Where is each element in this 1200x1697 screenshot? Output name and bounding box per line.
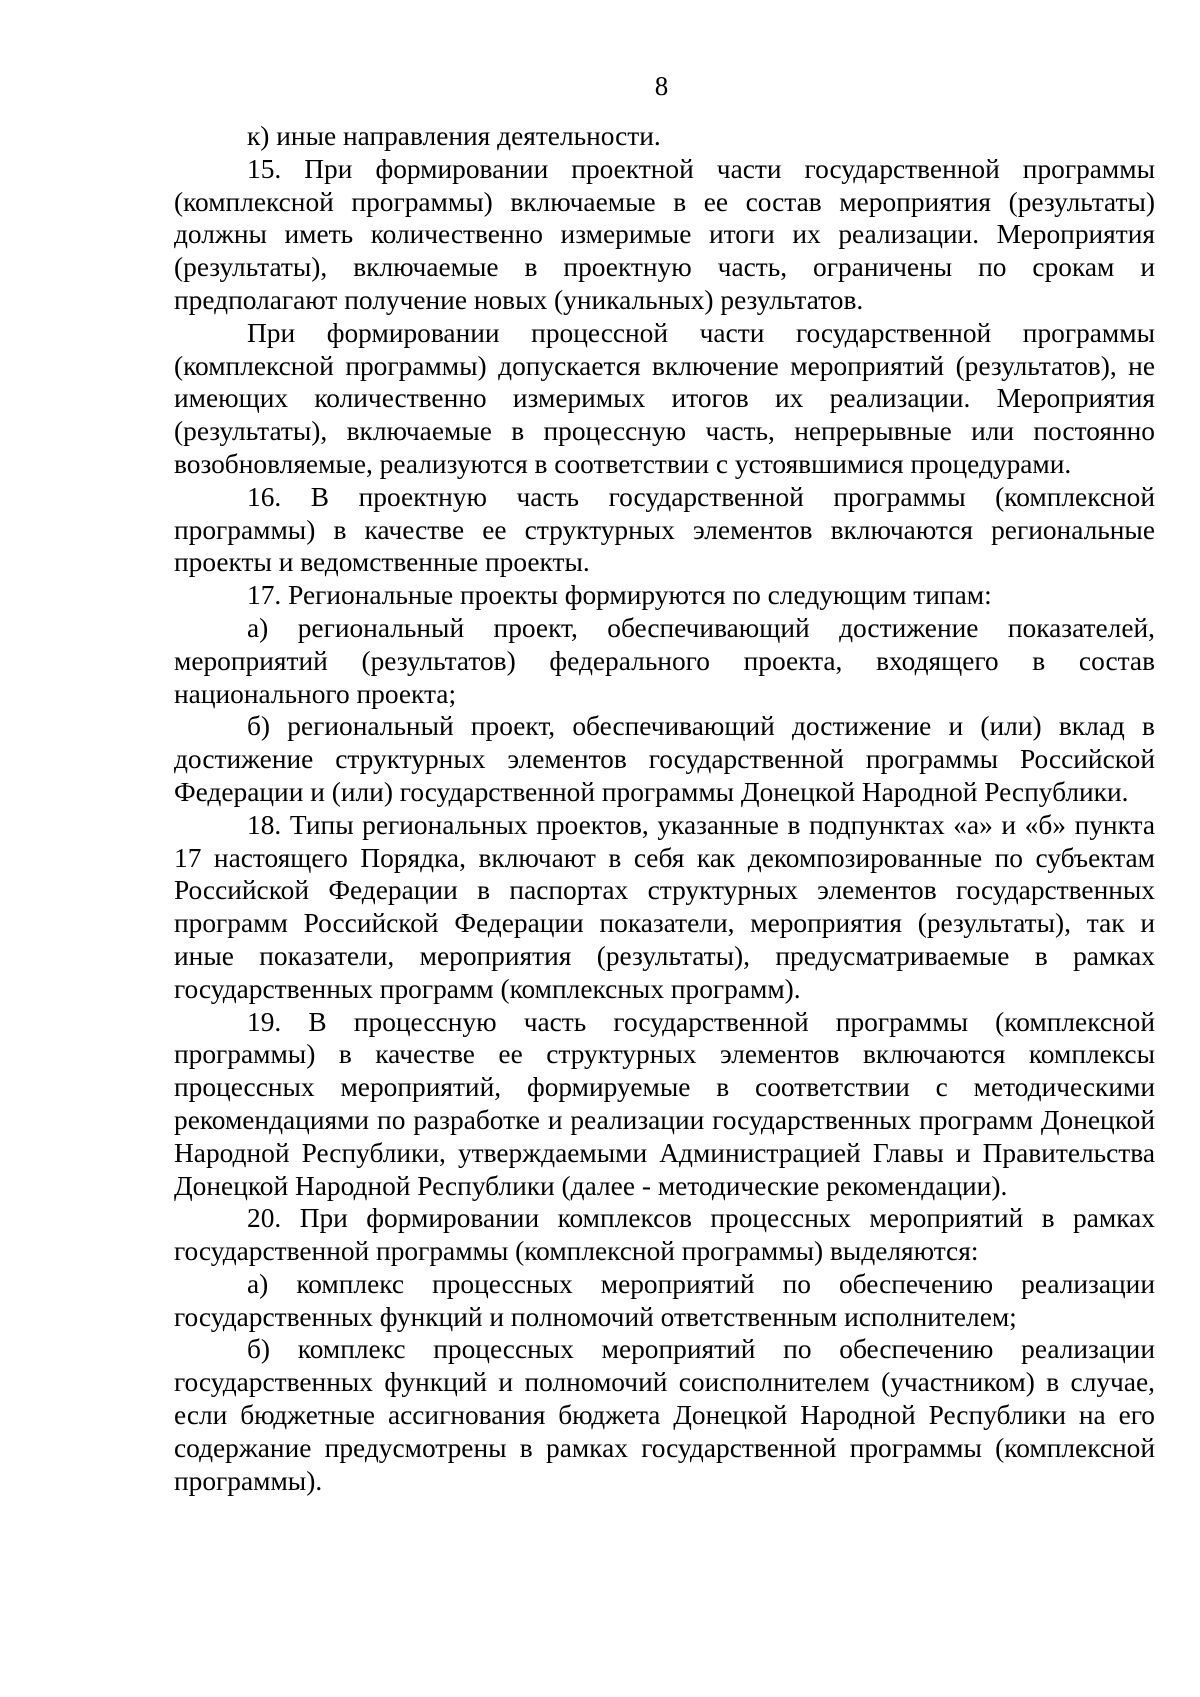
paragraph-17-a: а) региональный проект, обеспечивающий достижение показателей, мероприятий (результатов) федерального проекта, входящего в состав национального проекта; <box>174 612 1155 709</box>
paragraph-18: 18. Типы региональных проектов, указанные в подпунктах «а» и «б» пункта 17 настоящего Порядка, включают в себя как декомпозированные по субъектам Российской Федерации в паспортах структурных элементов государственных программ Российской Федерации показатели, мероприятия (результаты), так и иные показатели, мероприятия (результаты), предусматриваемые в рамках государственных программ (комплексных программ). <box>174 809 1155 1004</box>
paragraph-20-b: б) комплекс процессных мероприятий по обеспечению реализации государственных функций и полномочий соисполнителем (участником) в случае, если бюджетные ассигнования бюджета Донецкой Народной Республики на его содержание предусмотрены в рамках государственной программы (комплексной программы). <box>174 1334 1155 1496</box>
paragraph-15: 15. При формировании проектной части государственной программы (комплексной программы) включаемые в ее состав мероприятия (результаты) должны иметь количественно измеримые итоги их реализации. Мероприятия (результаты), включаемые в проектную часть, ограничены по срокам и предполагают получение новых (уникальных) результатов. <box>174 153 1155 315</box>
document-body <box>174 120 1155 1497</box>
paragraph-17-b: б) региональный проект, обеспечивающий достижение и (или) вклад в достижение структурных элементов государственной программы Российской Федерации и (или) государственной программы Донецкой Народной Республики. <box>174 711 1155 807</box>
paragraph-20-a: а) комплекс процессных мероприятий по обеспечению реализации государственных функций и полномочий ответственным исполнителем; <box>174 1268 1155 1332</box>
paragraph-20: 20. При формировании комплексов процессных мероприятий в рамках государственной программы (комплексной программы) выделяются: <box>174 1203 1155 1267</box>
paragraph-17: 17. Региональные проекты формируются по следующим типам: <box>247 580 992 611</box>
paragraph-19: 19. В процессную часть государственной программы (комплексной программы) в качестве ее структурных элементов включаются комплексы процессных мероприятий, формируемые в соответствии с методическими рекомендациями по разработке и реализации государственных программ Донецкой Народной Республики, утверждаемыми Администрацией Главы и Правительства Донецкой Народной Республики (далее - методические рекомендации). <box>174 1006 1155 1201</box>
page-number: 8 <box>654 71 669 101</box>
paragraph-item-k: к) иные направления деятельности. <box>247 121 661 151</box>
paragraph-15-processnaya: При формировании процессной части государственной программы (комплексной программы) допускается включение мероприятий (результатов), не имеющих количественно измеримых итогов их реализации. Мероприятия (результаты), включаемые в процессную часть, непрерывные или постоянно возобновляемые, реализуются в соответствии с устоявшимися процедурами. <box>174 317 1155 479</box>
paragraph-16: 16. В проектную часть государственной программы (комплексной программы) в качестве ее структурных элементов включаются региональные проекты и ведомственные проекты. <box>174 481 1155 578</box>
